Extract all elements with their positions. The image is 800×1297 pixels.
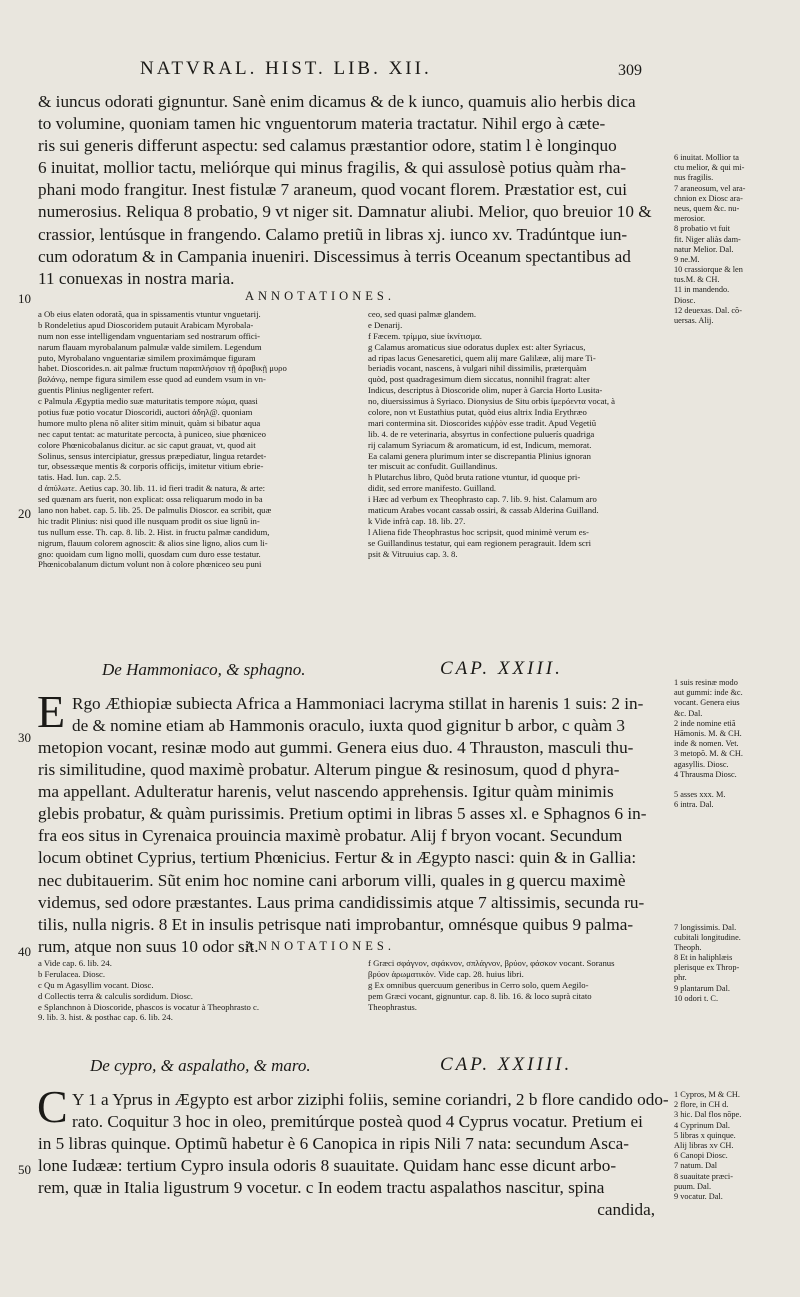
annotation-line: Theophrastus. — [368, 1001, 417, 1012]
annotation-line: h Plutarchus libro, Quòd bruta ratione vtuntur, id quoque pri- — [368, 472, 581, 483]
text-line: candida, — [597, 1200, 655, 1220]
margin-note: 9 ne.M. — [674, 254, 700, 264]
margin-note: fit. Niger aliàs dam- — [674, 234, 741, 244]
annotations-heading: ANNOTATIONES. — [245, 289, 395, 303]
main-text-block — [72, 693, 664, 737]
annotation-line: g Calamus aromaticus siue odoratus duplex est: alter Syriacus, — [368, 341, 586, 352]
annotation-line: b Rondeletius apud Dioscoridem putauit Arabicam Myrobala- — [38, 319, 254, 330]
margin-note — [674, 872, 796, 882]
annotation-line: didit, sed errore manifesto. Guilland. — [368, 483, 497, 494]
annotation-line: sed quænam ars fuerit, non explicat: ossa reliquarum modo in ba — [38, 494, 263, 505]
annotation-line: d Collectis terra & calculis sordidum. Diosc. — [38, 990, 193, 1001]
line-number: 20 — [18, 506, 31, 521]
annotation-line: 9. lib. 3. hist. & posthac cap. 6. lib. 24. — [38, 1012, 173, 1023]
margin-note: nus fragilis. — [674, 173, 714, 183]
annotation-line: pem Græci vocant, gignuntur. cap. 8. lib. 16. & loco suprà citato — [368, 990, 592, 1001]
annotation-line: βρύον ἀρωματικὸν. Vide cap. 28. huius libri. — [368, 968, 524, 979]
annotation-line: narum flauam myrobalanum palmulæ valde similem. Legendum — [38, 341, 262, 352]
margin-note — [674, 841, 796, 851]
annotation-line: mari contermina sit. Dioscorides κιῤῥὸν esse tradit. Apud Vegetiũ — [368, 417, 597, 428]
annotation-line: ter miscuit ac confudit. Guillandinus. — [368, 461, 498, 472]
margin-note: Theoph. — [674, 942, 702, 952]
text-line: crassior, lentúsque in frangendo. Calamo pretiũ in libras xj. iunco xv. Tradúntque iun- — [38, 224, 628, 244]
margin-note: Hāmonis. M. & CH. — [674, 728, 742, 738]
margin-note: 8 probatio vt fuit — [674, 224, 730, 234]
margin-note: 4 Thrausma Diosc. — [674, 769, 737, 779]
annotation-line: gno: quoidam cum ligno molli, quosdam cum duro esse testatur. — [38, 548, 261, 559]
margin-note: agasyllis. Diosc. — [674, 759, 729, 769]
margin-note: 9 plantarum Dal. — [674, 983, 730, 993]
margin-note: ctu melior, & qui mi- — [674, 163, 745, 173]
text-line: to volumine, quoniam tamen hic vnguentorum materia tractatur. Nihil ergo à cæte- — [38, 114, 606, 134]
main-text-block — [38, 737, 663, 958]
annotation-line: maticum Arabes vocant cassab ossiri, & cassab Alderina Guilland. — [368, 505, 599, 516]
margin-note: inde & nomen. Vet. — [674, 739, 739, 749]
annotation-line: tatis. Had. Iun. cap. 2.5. — [38, 472, 121, 483]
annotations-right-column — [368, 309, 668, 559]
text-line: ris similitudine, quod maximè probatur. Alterum pingue & resinosum, quod d phyra- — [38, 760, 620, 780]
margin-note: 11 in mandendo. — [674, 285, 730, 295]
annotation-line: colore, non vt Eustathius putat, quòd eius altrix India Erythræo — [368, 407, 587, 418]
margin-notes — [674, 153, 796, 326]
margin-note: natur Melior. Dal. — [674, 244, 734, 254]
text-line: rum, atque non suus 10 odor sit. — [38, 936, 259, 956]
text-line: & iuncus odorati gignuntur. Sanè enim dicamus & de k iunco, quamuis alio herbis dica — [38, 92, 636, 111]
annotation-line: d ἀπύλωτε. Aetius cap. 30. lib. 11. id fieri tradit & natura, & arte: — [38, 483, 266, 494]
annotation-line: psit & Vitruuius cap. 3. 8. — [368, 548, 458, 559]
margin-note: 6 Canopi Diosc. — [674, 1151, 728, 1161]
main-text-block — [38, 1133, 663, 1221]
margin-note — [674, 821, 796, 831]
annotation-line: k Vide infrà cap. 18. lib. 27. — [368, 515, 466, 526]
margin-note: uersas. Alij. — [674, 316, 714, 325]
annotation-line: hic tradit Plinius: nisi quod ille nusquam prodit os siue lignũ in- — [38, 515, 260, 526]
annotation-line: c Palmula Ægyptia medio suæ maturitatis tempore πώμα, quasi — [38, 396, 258, 407]
annotation-line: beriadis vocant, nascens, à vulgari nihil dissimilis, præterquàm — [368, 363, 587, 374]
text-line: phani modo frangitur. Inest fistulæ 7 araneum, quod vocant florem. Præstatior est, cui — [38, 180, 628, 200]
annotation-line: Indicus, descriptus à Dioscoride olim, nuper à Garcia Horto Lusita- — [368, 385, 603, 396]
annotation-line: a Vide cap. 6. lib. 24. — [38, 958, 112, 968]
text-line: locum obtinet Cyprius, tertium Phœnicius. Fertur & in Ægypto nasci: quin & in Gallia: — [38, 848, 637, 868]
margin-note — [674, 882, 796, 892]
margin-note: 10 crassiorque & len — [674, 265, 743, 275]
margin-note: 1 suis resinæ modo — [674, 678, 738, 687]
margin-note: puum. Dal. — [674, 1181, 712, 1191]
annotation-line: tus nullum esse. Th. cap. 8. lib. 2. Hist. in fructu palmæ candidum, — [38, 526, 270, 537]
margin-note: phr. — [674, 973, 687, 983]
text-line: nec dubitauerim. Sũt enim hoc nomine cani arborum villi, quales in g quercu maximè — [38, 870, 626, 890]
text-line: ma appellant. Adulteratur harenis, velut nascendo apprehensis. Igitur quàm minimis — [38, 782, 614, 802]
running-header: NATVRAL. HIST. LIB. XII. — [140, 58, 432, 79]
annotations-left-column — [38, 309, 360, 570]
annotation-line: lib. 4. de re veterinaria, absyrtus in confectione puluerís quadriga — [368, 428, 595, 439]
annotation-line: tur, obsessæque mentis & corporis officijs, imitetur vitium ebrie- — [38, 461, 264, 472]
text-line: glebis probatur, & quàm purissimis. Pretium optimi in libras 5 asses xl. e Sphagnos 6 in- — [38, 804, 647, 824]
annotation-line: potius fuæ potio vocatur Dioscoridi, auctori ἀδηλ@. quoniam — [38, 407, 253, 418]
margin-note: 7 araneosum, vel ara- — [674, 183, 746, 193]
annotation-line: ceo, sed quasi palmæ glandem. — [368, 309, 477, 319]
drop-cap: C — [37, 1081, 68, 1132]
margin-note: 6 inuitat. Mollior ta — [674, 153, 739, 162]
margin-note: Diosc. — [674, 295, 696, 305]
annotation-line: se Guillandinus testatur, qui eam regionem peragrauit. Idem scri — [368, 537, 592, 548]
annotation-line: habet. Dioscorides.n. ait palmæ fructum παραπλήσιον τῇ ἀραβικῇ μυρο — [38, 363, 287, 374]
text-line: Y 1 a Yprus in Ægypto est arbor ziziphi foliis, semine coriandri, 2 b flore candido odo- — [72, 1090, 669, 1109]
annotation-line: a Ob eius elaten odoratã, qua in spissamentis vtuntur vnguetarij. — [38, 309, 261, 319]
margin-note: 6 intra. Dal. — [674, 800, 714, 810]
text-line: ris sui generis differunt aspectu: sed calamus præstantior odore, statim l è longinquo — [38, 136, 617, 156]
annotation-line: b Ferulacea. Diosc. — [38, 968, 106, 979]
annotation-line: Ea calami genera plurimum inter se discrepantia Plinius ignoran — [368, 450, 591, 461]
annotation-line: i Hæc ad verbum ex Theophrasto cap. 7. lib. 9. hist. Calamum aro — [368, 494, 597, 505]
margin-note: 8 Et in haliphlæis — [674, 953, 733, 963]
margin-note: 12 deuexas. Dal. cõ- — [674, 305, 742, 315]
margin-notes — [674, 1090, 796, 1202]
margin-note: vocant. Genera eius — [674, 698, 740, 708]
text-line: 11 conuexas in nostra maria. — [38, 268, 235, 288]
margin-note — [674, 780, 796, 790]
chapter-number: CAP. XXIII. — [440, 658, 563, 679]
margin-note: tus.M. & CH. — [674, 275, 720, 285]
margin-note: chnion ex Diosc ara- — [674, 193, 743, 203]
margin-note: 7 longissimis. Dal. — [674, 922, 737, 932]
line-number: 10 — [18, 291, 31, 306]
annotation-line: no, diuersissimus à Syriaco. Dionysius de Situ orbis ἰμερόεντα vocat, à — [368, 396, 616, 407]
annotation-line: guentis Plinius negligenter refert. — [38, 385, 154, 396]
margin-note — [674, 861, 796, 871]
annotation-line: rij calamum Syriacum & aromaticum, id est, Indicum, memorat. — [368, 439, 592, 450]
margin-note: 7 natum. Dal — [674, 1161, 718, 1171]
annotation-line: Phœnicobalanum dictum volunt non à colore phœniceo seu puni — [38, 559, 262, 570]
margin-note: 1 Cypros, M & CH. — [674, 1090, 740, 1099]
section-title: De Hammoniaco, & sphagno. — [102, 660, 306, 679]
page-number: 309 — [618, 62, 642, 79]
margin-note: 8 suauitate præci- — [674, 1171, 733, 1181]
margin-note: 10 odori t. C. — [674, 993, 719, 1003]
annotation-line: puto, Myrobalano vnguentariæ similem proximámque figuram — [38, 352, 256, 363]
annotation-line: l Aliena fide Theophrastus hoc scripsit, quod minimè verum es- — [368, 526, 589, 537]
margin-note: 2 inde nomine etiã — [674, 718, 736, 728]
annotations-right-column — [368, 958, 668, 1012]
line-number: 30 — [18, 730, 31, 745]
margin-note — [674, 902, 796, 912]
margin-note: neus, quem &c. nu- — [674, 203, 740, 213]
annotations-left-column — [38, 958, 360, 1023]
line-number: 40 — [18, 944, 31, 959]
margin-note: 2 flore, in CH d. — [674, 1100, 729, 1110]
annotation-line: g Ex omnibus quercuum generibus in Cerro solo, quem Aegilo- — [368, 979, 589, 990]
annotation-line: e Denarij. — [368, 319, 403, 330]
annotation-line: f Fæcem. τρίμμα, siue ἰκνίτισμα. — [368, 330, 482, 341]
text-line: cum odoratum & in Campania inueniri. Discessimus à terris Oceanum spectantibus ad — [38, 246, 631, 266]
annotation-line: f Græci σφάγνον, σφάκνον, σπλάγνον, βρύον, φάσκον vocant. Soranus — [368, 958, 615, 968]
annotation-line: ad ripas lacus Genesaretici, quem alij mare Galilææ, alij mare Ti- — [368, 352, 596, 363]
margin-note: 5 libras x quinque. — [674, 1130, 736, 1140]
annotation-line: lano non habet. cap. 5. lib. 25. De palmulis Dioscor. ea scribit, quæ — [38, 505, 272, 516]
annotations-heading: ANNOTATIONES. — [245, 939, 395, 953]
annotation-line: quòd, post quadragesimum diem siccatus, nonnihil fragrat: alter — [368, 374, 590, 385]
margin-note — [674, 912, 796, 922]
margin-note — [674, 892, 796, 902]
text-line: videmus, sed odore præstantes. Laus prima candidissimis atque 7 altissimis, secunda ru- — [38, 892, 645, 912]
margin-note: 3 metopõ. M. & CH. — [674, 749, 743, 759]
chapter-number: CAP. XXIIII. — [440, 1054, 573, 1075]
margin-note: 4 Cyprinum Dal. — [674, 1120, 730, 1130]
drop-cap: E — [37, 686, 66, 737]
main-text-block — [38, 91, 663, 290]
annotation-line: humore multo plena nō aliter sitim minuit, quàm si bibatur aqua — [38, 417, 261, 428]
annotation-line: e Splanchnon à Dioscoride, phascos is vocatur à Theophrasto c. — [38, 1001, 260, 1012]
annotation-line: βαλάνῳ, nempe figura similem esse quod ad eundem vsum in vn- — [38, 374, 266, 385]
margin-note: 9 vocatur. Dal. — [674, 1191, 723, 1201]
text-line: tilis, nulla nigris. 8 Et in insulis petrisque nati improbantur, omnésque quibus 9 palma- — [38, 914, 634, 934]
text-line: de & nomine etiam ab Hammonis oraculo, iuxta quod gignitur b arbor, c quàm 3 — [72, 716, 626, 736]
margin-note: merosior. — [674, 214, 706, 224]
text-line: metopion vocant, resinæ modo aut gummi. Genera eius duo. 4 Thrauston, masculi thu- — [38, 738, 634, 757]
annotation-line: Solinus, sensus intercipiatur, gressus præpediatur, lingua retardet- — [38, 450, 267, 461]
annotation-line: colore Phœnicobalanus dicitur. ac sic caput grauat, vt, quod ait — [38, 439, 256, 450]
text-line: in 5 libras quinque. Optimũ habetur è 6 Canopica in ripis Nili 7 nata: secundum Asca- — [38, 1134, 629, 1153]
text-line: rato. Coquitur 3 hoc in oleo, premitúrque posteà quod 4 Cyprus vocatur. Pretium ei — [72, 1112, 643, 1132]
margin-note: plerisque ex Throp- — [674, 963, 740, 973]
margin-note — [674, 831, 796, 841]
margin-note: cubitali longitudine. — [674, 932, 741, 942]
text-line: Rgo Æthiopiæ subiecta Africa a Hammoniaci lacryma stillat in harenis 1 suis: 2 in- — [72, 694, 644, 713]
margin-note: Alij libras xv CH. — [674, 1140, 734, 1150]
margin-note: 5 asses xxx. M. — [674, 790, 726, 800]
margin-note — [674, 851, 796, 861]
text-line: lone Iudææ: tertium Cypro insula odoris 8 suauitate. Quidam hanc esse dicunt arbo- — [38, 1156, 617, 1176]
margin-note: &c. Dal. — [674, 708, 703, 718]
annotation-line: c Qu m Agasyllim vocant. Diosc. — [38, 979, 154, 990]
annotation-line: num non esse intelligendam vnguentariam sed nostrarum offici- — [38, 330, 261, 341]
main-text-block — [72, 1089, 669, 1133]
annotation-line: nec caput tentat: ac maturitate percocta, à puniceo, siue phœniceo — [38, 428, 266, 439]
text-line: rem, quæ in Italia ligustrum 9 vocetur. c In eodem tractu aspalathos nascitur, spina — [38, 1178, 605, 1198]
margin-note — [674, 810, 796, 820]
text-line: fra eos situs in Cyrenaica prouincia maximè probatur. Alij f bryon vocant. Secundum — [38, 826, 623, 846]
annotation-line: nigrum, flauum colorem agnoscit: & alios sine ligno, alios cum li- — [38, 537, 268, 548]
text-line: 6 inuitat, mollior tactu, meliórque qui minus fragilis, & qui assulosè potius quàm rha- — [38, 158, 627, 178]
margin-notes — [674, 678, 796, 1004]
margin-note: 3 hic. Dal flos nōpe. — [674, 1110, 742, 1120]
text-line: numerosius. Reliqua 8 probatio, 9 vt niger sit. Damnatur aliubi. Melior, quo breuior 10 & — [38, 202, 652, 222]
section-title: De cypro, & aspalatho, & maro. — [90, 1056, 311, 1075]
margin-note: aut gummi: inde &c. — [674, 688, 743, 698]
line-number: 50 — [18, 1162, 31, 1177]
